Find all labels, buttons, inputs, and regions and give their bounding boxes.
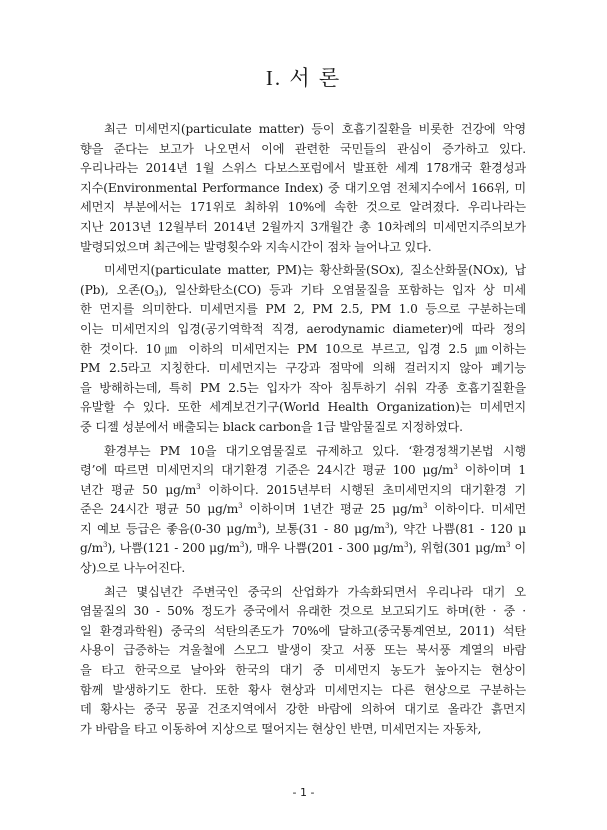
paragraph — [80, 442, 526, 579]
text-line: 최근 몇십년간 주변국인 중국의 산업화가 가속화되면서 우리나라 대기 오 — [104, 584, 526, 599]
text-line: 지수(Environmental Performance Index) 중 대기오염 전체지수에서 166위, 미 — [80, 180, 526, 195]
paragraph — [80, 120, 526, 257]
text-line: 유발할 수 있다. 또한 세계보건기구(World Health Organization)는 미세먼지 — [80, 400, 526, 415]
text-line: 준은 24시간 평균 50 $\mu g/m^3$ 이하이며 1년간 평균 25 $\mu g/m^3$ 이하이다. 미세먼 — [80, 502, 526, 517]
text-line: 지난 2013년 12월부터 2014년 2월까지 3개월간 총 10차례의 미세먼지주의보가 — [80, 219, 526, 234]
text-line: 데 황사는 중국 몽골 건조지역에서 강한 바람에 의하여 대기로 올라간 흙먼지 — [80, 702, 526, 717]
text-line: 을 타고 한국으로 날아와 한국의 대기 중 미세먼지 농도가 높아지는 현상이 — [80, 663, 526, 678]
text-line: 발령되었으며 최근에는 발령횟수와 지속시간이 점차 늘어나고 있다. — [80, 239, 432, 254]
text-line: 우리나라는 2014년 1월 스위스 다보스포럼에서 발표한 세계 178개국 환경성과 — [80, 161, 526, 176]
document-body — [80, 120, 526, 743]
text-line: 향을 준다는 보고가 나오면서 이에 관련한 국민들의 관심이 증가하고 있다. — [80, 141, 526, 156]
text-line: 이는 미세먼지의 입경(공기역학적 직경, aerodynamic diameter)에 따라 정의 — [80, 321, 526, 336]
text-line: $g/m^3$), 나쁨(121 - 200 $\mu g/m^3$), 매우 나쁨(201 - 300 $\mu g/m^3$), 위험(301 $\mu g/m^3$ 이 — [80, 541, 526, 556]
text-line: 중 디젤 성분에서 배출되는 black carbon을 1급 발암물질로 지정하였다. — [80, 419, 463, 434]
text-line: 한 먼지를 의미한다. 미세먼지를 PM 2, PM 2.5, PM 1.0 등으로 구분하는데 — [80, 302, 526, 317]
text-line: 사용이 급증하는 겨울철에 스모그 발생이 잦고 서풍 또는 북서풍 계열의 바람 — [80, 643, 526, 658]
text-line: 령’에 따르면 미세먼지의 대기환경 기준은 24시간 평균 100 $\mu g/m^3$ 이하이며 1 — [80, 463, 526, 478]
text-line: 을 방해하는데, 특히 PM 2.5는 입자가 작아 침투하기 쉬워 각종 호흡기질환을 — [80, 380, 526, 395]
page-number: - 1 - — [292, 786, 315, 799]
text-line: 염물질의 30 - 50% 정도가 중국에서 유래한 것으로 보고되기도 하며(한 · 중 · — [80, 604, 526, 619]
text-line: (Pb), 오존$(O_3)$, 일산화탄소(CO) 등과 기타 오염물질을 포함하는 입자 상 미세 — [80, 282, 526, 298]
text-line: PM 2.5라고 지칭한다. 미세먼지는 구강과 점막에 의해 걸러지지 않아 폐기능 — [80, 361, 526, 376]
text-line: 년간 평균 50 $\mu g/m^3$ 이하이다. 2015년부터 시행된 초미세먼지의 대기환경 기 — [80, 482, 526, 497]
text-line: 함께 발생하기도 한다. 또한 황사 현상과 미세먼지는 다른 현상으로 구분하는 — [80, 682, 526, 697]
text-line: 지 예보 등급은 좋음(0-30 $\mu g/m^3$), 보통(31 - 80 $\mu g/m^3$), 약간 나쁨(81 - 120 μ — [80, 521, 526, 536]
text-line: 한 것이다. 10㎛ 이하의 미세먼지는 PM 10으로 부르고, 입경 2.5 ㎛이하는 — [80, 341, 526, 356]
text-line: 일 환경과학원) 중국의 석탄의존도가 70%에 달하고(중국통계연보, 2011) 석탄 — [80, 623, 526, 638]
text-line: 미세먼지(particulate matter, PM)는 황산화물(SOx), 질소산화물(NOx), 납 — [104, 263, 526, 278]
section-title: I. 서 론 — [265, 66, 342, 90]
text-line: 최근 미세먼지(particulate matter) 등이 호흡기질환을 비롯한 건강에 악영 — [104, 122, 526, 136]
text-line: 세먼지 부분에서는 171위로 최하위 10%에 속한 것으로 알려졌다. 우리나라는 — [80, 200, 526, 215]
text-line: 상)으로 나누어진다. — [80, 561, 186, 576]
text-line: 환경부는 PM 10을 대기오염물질로 규제하고 있다. ‘환경정책기본법 시행 — [104, 443, 526, 458]
paragraph — [80, 583, 526, 740]
text-line: 가 바람을 타고 이동하여 지상으로 떨어지는 현상인 반면, 미세먼지는 자동차, — [80, 721, 482, 736]
paragraph — [80, 261, 526, 437]
